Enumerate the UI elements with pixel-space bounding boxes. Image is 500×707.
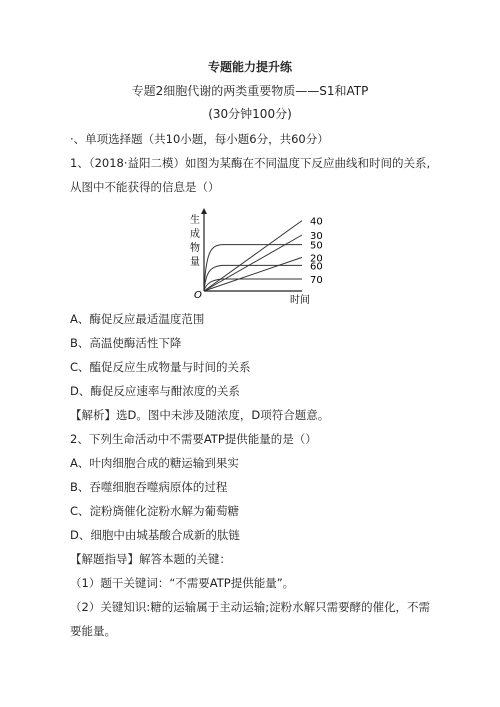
q1-option-c: C、醢促反应生成物量与时间的关系 xyxy=(70,360,251,374)
enzyme-temperature-chart xyxy=(180,205,340,305)
q2-option-a: A、叶肉细胞合成的糖运输到果实 xyxy=(70,456,239,470)
y-axis-label-3: 物 xyxy=(190,243,200,254)
q2-guide-title: 【解题指导】解答本题的关键： xyxy=(70,552,231,566)
q1-option-d: D、酶促反应速率与酣浓度的关系 xyxy=(70,384,240,398)
y-axis-arrow xyxy=(201,208,207,214)
section-heading: ·、单项选择题（共10小题，每小题6分，共60分） xyxy=(70,132,329,146)
series-label-20: 20 xyxy=(310,253,323,265)
document-title: 专题能力提升练 xyxy=(207,60,292,74)
q2-option-c: C、淀粉旖催化淀粉水解为葡萄糖 xyxy=(70,504,240,518)
q2-guide-1: （1）题干关键词：“不需要ATP提供能量”。 xyxy=(70,576,295,590)
q1-option-b: B、高温使酶活性下降 xyxy=(70,336,182,350)
series-line-50 xyxy=(204,245,302,291)
y-axis-label-1: 生 xyxy=(190,215,200,226)
q2-guide-2-line1: （2）关键知识:糖的运输属于主动运输;淀粉水解只需要酵的催化，不需 xyxy=(70,600,431,614)
y-axis-label-2: 成 xyxy=(190,229,200,240)
series-label-60: 60 xyxy=(310,261,323,273)
q2-option-d: D、细胞中由城基酸合成新的肽链 xyxy=(70,528,240,542)
series-line-30 xyxy=(204,235,302,291)
q2-stem: 2、下列生命活动中不需要ATP提供能量的是（） xyxy=(70,432,317,446)
q1-analysis: 【解析】选D。图中未涉及随浓度，D项符合题意。 xyxy=(70,408,330,422)
series-label-70: 70 xyxy=(310,275,323,286)
series-label-30: 30 xyxy=(310,231,323,242)
q1-option-a: A、酶促反应最适温度范围 xyxy=(70,312,205,326)
series-line-60 xyxy=(204,265,302,291)
origin-label: O xyxy=(194,290,202,301)
document-meta: (30分钟100分) xyxy=(208,107,292,121)
series-label-50: 50 xyxy=(310,240,323,252)
series-line-40 xyxy=(204,221,302,291)
q2-option-b: B、吞噬细胞吞噬病原体的过程 xyxy=(70,480,228,494)
series-layer xyxy=(204,217,323,291)
q2-guide-2-line2: 要能量。 xyxy=(70,624,116,638)
y-axis-label-4: 量 xyxy=(190,257,200,268)
document-subtitle: 专题2细胞代谢的两类重要物质——S1和ATP xyxy=(131,84,369,98)
q1-stem-line2: 从图中不能获得的信息是（） xyxy=(70,180,220,194)
q1-stem-line1: 1、（2018·益阳二模）如图为某酶在不同温度下反应曲线和时间的关系, xyxy=(70,156,431,170)
x-axis-label: 时间 xyxy=(290,295,310,305)
series-label-40: 40 xyxy=(310,216,323,228)
